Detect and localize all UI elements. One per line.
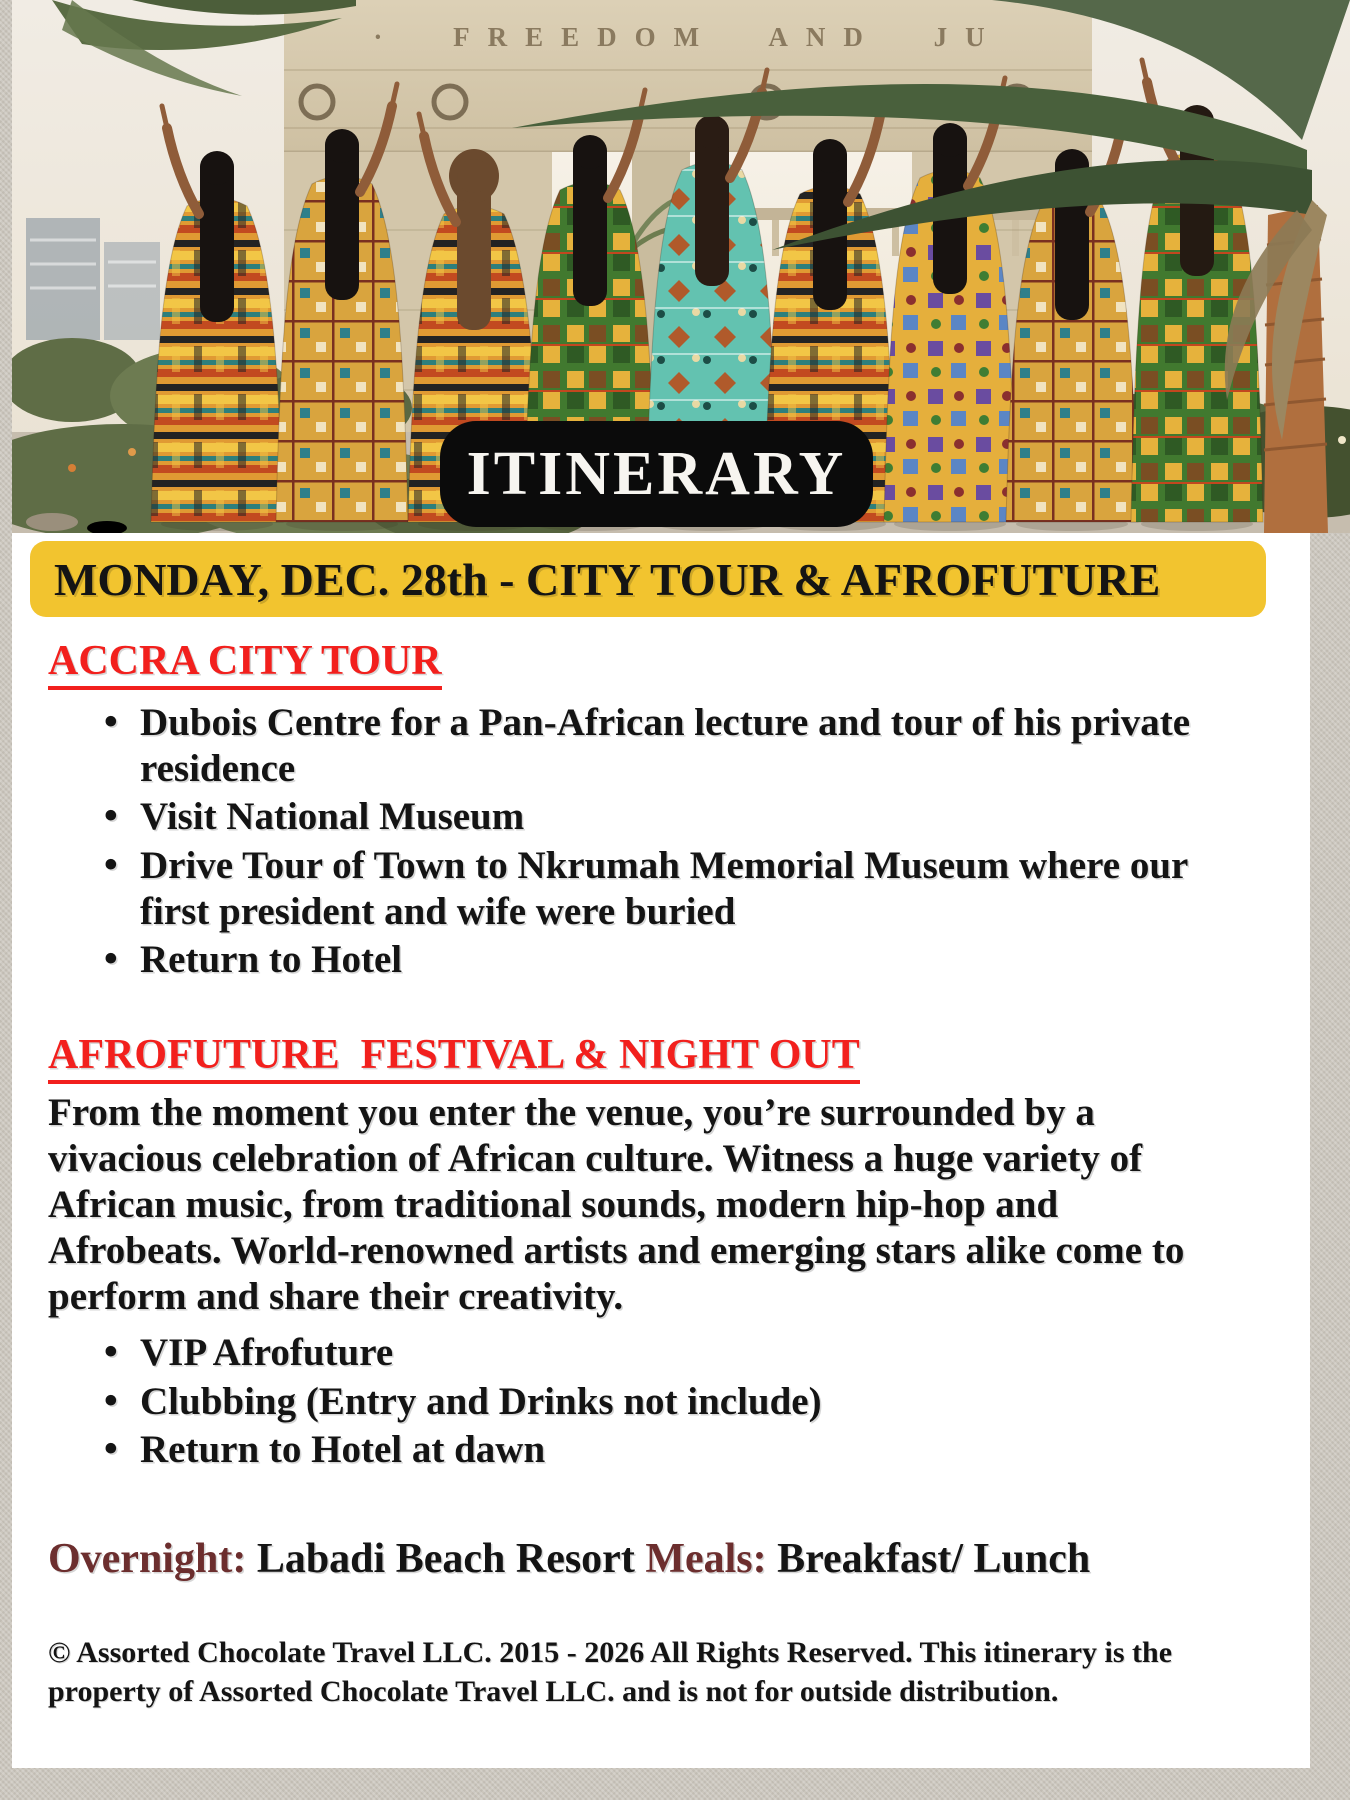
- day-banner-label: MONDAY, DEC. 28th - CITY TOUR & AFROFUTURE: [54, 553, 1161, 605]
- overnight-label: Overnight:: [48, 1535, 247, 1582]
- itinerary-badge: [440, 421, 873, 527]
- afrofuture-heading: AFROFUTURE FESTIVAL & NIGHT OUT: [48, 1033, 860, 1084]
- city-tour-list: [48, 700, 1250, 983]
- list-item: • Dubois Centre for a Pan-African lecture and tour of his private residence: [140, 700, 1250, 791]
- day-banner: [30, 541, 1266, 617]
- meals-value: Breakfast/ Lunch: [777, 1535, 1091, 1582]
- list-item: • Return to Hotel at dawn: [140, 1427, 1250, 1473]
- lodging-line: [48, 1535, 1250, 1583]
- content-card: [12, 533, 1310, 1768]
- itinerary-badge-label: ITINERARY: [466, 439, 847, 508]
- copyright-footer: © Assorted Chocolate Travel LLC. 2015 - 2026 All Rights Reserved. This itinerary is the property of Assorted Chocolate Travel LLC. and is not for outside distribution.: [48, 1635, 1173, 1709]
- meals-label: Meals:: [645, 1535, 767, 1582]
- city-tour-heading: ACCRA CITY TOUR: [48, 639, 442, 690]
- list-item: • Visit National Museum: [140, 794, 1250, 840]
- list-item: • Drive Tour of Town to Nkrumah Memorial Museum where our first president and wife were buried: [140, 843, 1250, 934]
- overnight-value: Labadi Beach Resort: [256, 1535, 635, 1582]
- card-content: [12, 617, 1310, 1712]
- list-item: • Clubbing (Entry and Drinks not include): [140, 1379, 1250, 1425]
- list-item: • VIP Afrofuture: [140, 1330, 1250, 1376]
- afrofuture-list: [48, 1330, 1250, 1473]
- monument-inscription: · FREEDOM AND JU: [373, 22, 1003, 52]
- afrofuture-description: From the moment you enter the venue, you’re surrounded by a vivacious celebration of African culture. Witness a huge variety of African music, from traditional sounds, modern hip-hop and Afrobeats. World-renowned artists and emerging stars alike come to perform and share their creativity.: [48, 1090, 1185, 1318]
- list-item: • Return to Hotel: [140, 937, 1250, 983]
